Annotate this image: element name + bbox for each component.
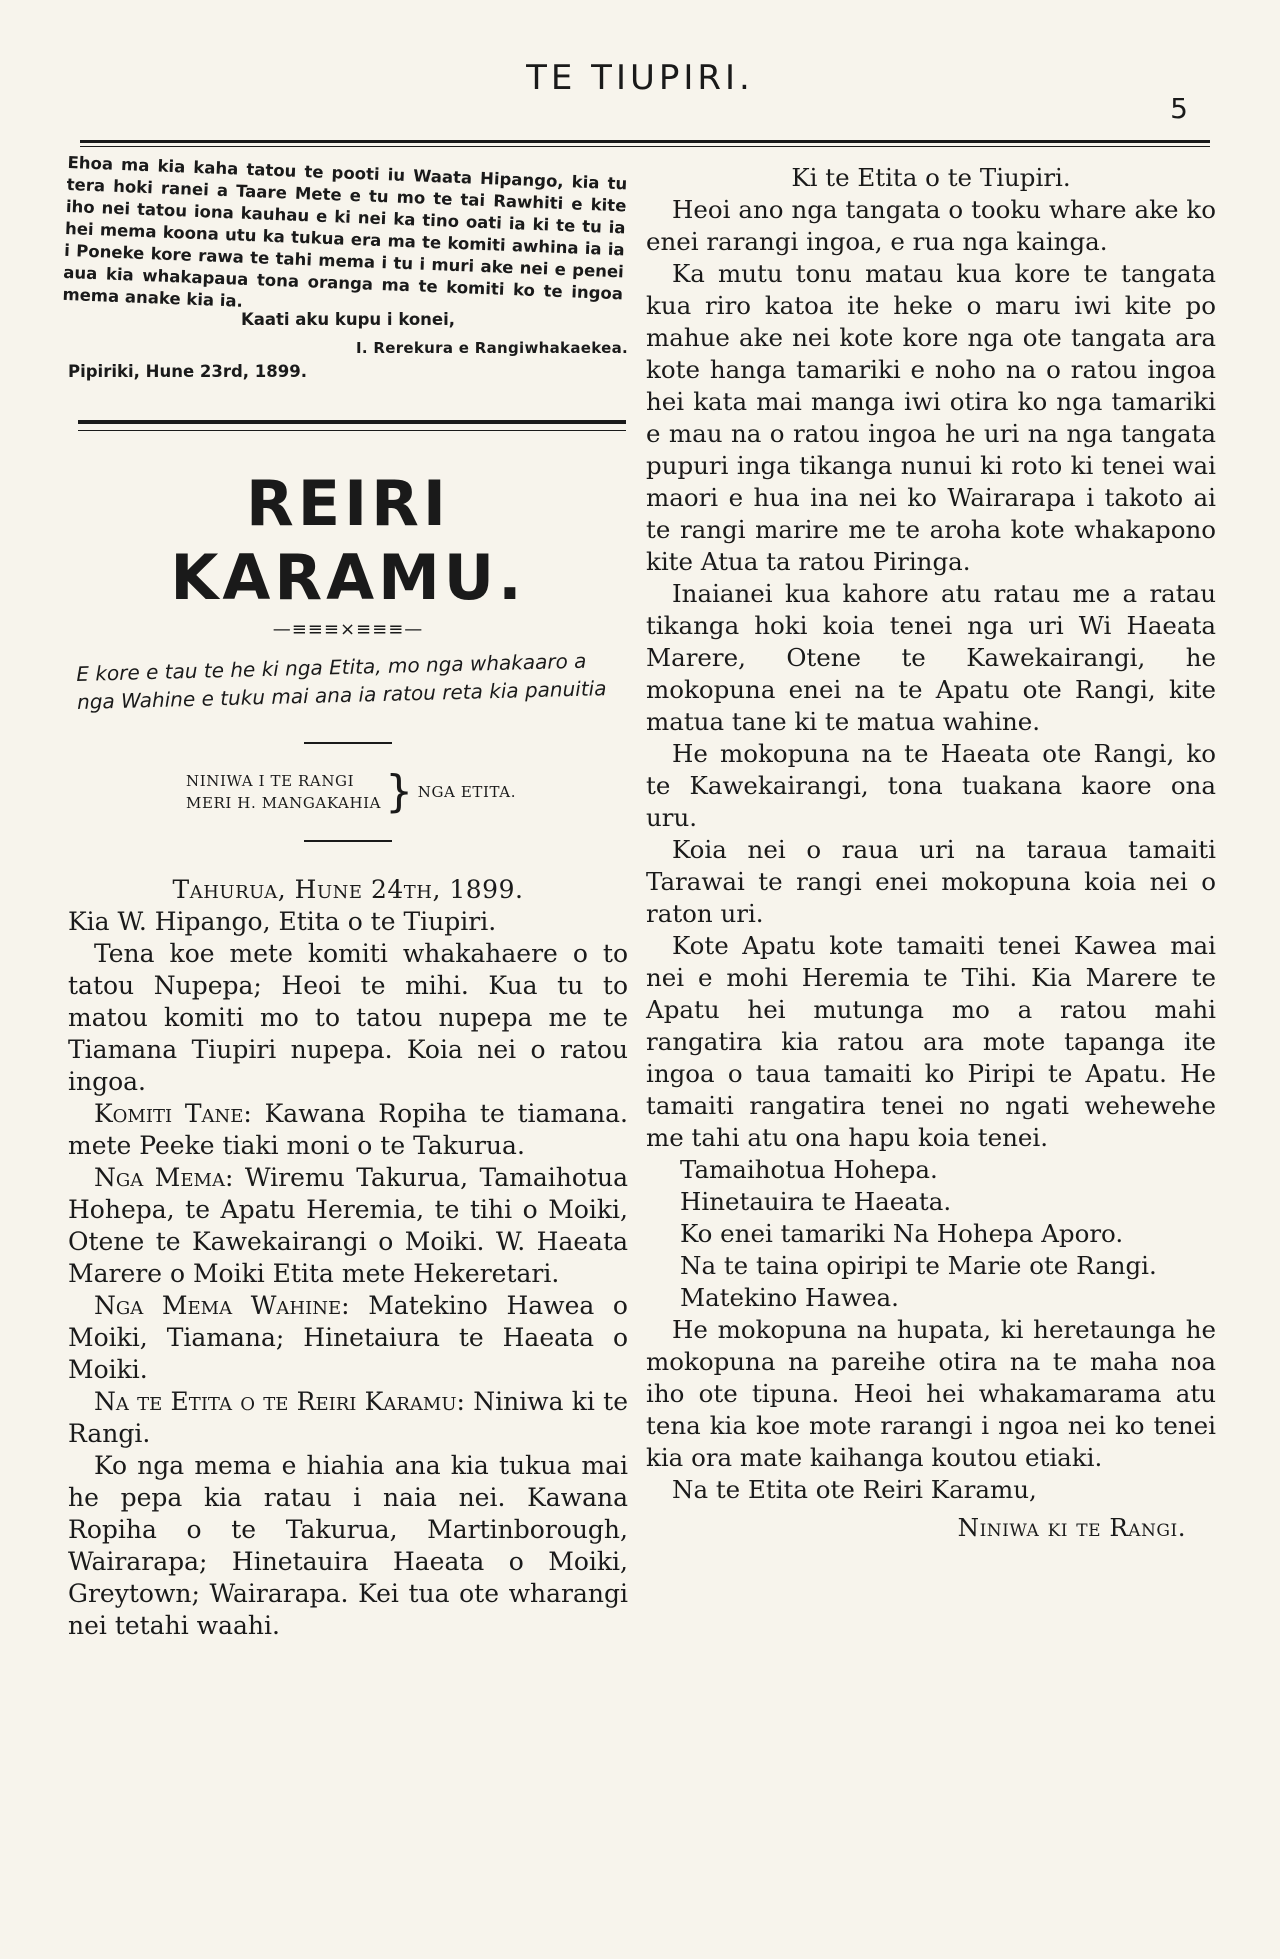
notice-body: Ehoa ma kia kaha tatou te pooti iu Waata Hipango, kia tu tera hoki ranei a Taare Mete e tu mo te tai Rawhiti e kite iho nei tatou iona kauhau e ki nei ka tino oati ia ki te tu ia hei mema koona utu ka tukua era ma te komiti awhina ia ia i Poneke kore rawa te tahi mema i tu i muri ake nei e penei aua kia whakapaua tona oranga ma te komiti ko te ingoa mema anake kia ia. <box>62 152 628 311</box>
left-column <box>62 152 628 1642</box>
editor-name: NINIWA I TE RANGI <box>186 772 355 790</box>
paragraph-text: Matekino Hawea o Moiki, Tiamana; Hinetaiura te Haeata o Moiki. <box>68 1291 628 1384</box>
letter-paragraph: He mokopuna na te Haeata ote Rangi, ko te Kawekairangi, tona tuakana kaore ona uru. <box>646 739 1216 832</box>
letter-paragraph: Inaianei kua kahore atu ratau me a ratau tikanga hoki koia tenei nga uri Wi Haeata Marere, Otene te Kawekairangi, he mokopuna enei na te Apatu ote Rangi, kite matua tane ki te matua wahine. <box>646 579 1216 736</box>
section-divider <box>78 420 626 431</box>
paragraph-label: Na te Etita o te Reiri Karamu: <box>94 1387 465 1416</box>
letter-salutation: Kia W. Hipango, Etita o te Tiupiri. <box>68 907 497 936</box>
letter-paragraph: Koia nei o raua uri na taraua tamaiti Tarawai te rangi enei mokopuna koia nei o raton uri. <box>646 835 1216 928</box>
list-item: Tamaihotua Hohepa. <box>680 1155 938 1184</box>
notice-article <box>62 152 628 384</box>
list-item: Na te taina opiripi te Marie ote Rangi. <box>680 1251 1157 1280</box>
short-divider <box>304 742 392 744</box>
editor-name: MERI H. MANGAKAHIA <box>186 794 382 812</box>
newspaper-title: TE TIUPIRI. <box>526 58 754 98</box>
letter-heading: Ki te Etita o te Tiupiri. <box>791 163 1071 192</box>
letter-paragraph: Tena koe mete komiti whakahaere o to tatou Nupepa; Heoi te mihi. Kua tu to matou komiti mo to tatou nupepa me te Tiamana Tiupiri nupepa. Koia nei o ratou ingoa. <box>68 939 628 1096</box>
header-rule <box>80 140 1210 147</box>
paragraph-label: Nga Mema: <box>94 1163 234 1192</box>
letter-signature: Niniwa ki te Rangi. <box>957 1513 1186 1542</box>
editorial-disclaimer: E kore e tau te he ki nga Etita, mo nga whakaaro a nga Wahine e tuku mai ana ia ratou reta kia panuitia <box>76 648 607 714</box>
masthead <box>80 58 1200 125</box>
letter-paragraph: He mokopuna na hupata, ki heretaunga he mokopuna na pareihe otira na te maha noa iho ote tipuna. Heoi hei whakamarama atu tena kia koe mote rarangi i ngoa nei ko tenei kia ora mate kaihanga koutou etiaki. <box>646 1315 1216 1472</box>
editors-role: NGA ETITA. <box>417 783 517 801</box>
ornament-divider: —≡≡≡×≡≡≡— <box>272 619 424 640</box>
letter-paragraph <box>68 1290 628 1386</box>
letter-paragraph: Heoi ano nga tangata o tooku whare ake ko enei rarangi ingoa, e rua nga kainga. <box>646 195 1216 256</box>
letter-closing: Na te Etita ote Reiri Karamu, <box>672 1475 1037 1504</box>
list-item: Matekino Hawea. <box>680 1283 899 1312</box>
paragraph-label: Komiti Tane: <box>94 1099 252 1128</box>
letter-paragraph: Ko nga mema e hiahia ana kia tukua mai he pepa kia ratau i naia nei. Kawana Ropiha o te Takurua, Martinborough, Wairarapa; Hinetauira Haeata o Moiki, Greytown; Wairarapa. Kei tua ote wharangi nei tetahi waahi. <box>68 1451 628 1640</box>
letter-paragraph: Ka mutu tonu matau kua kore te tangata kua riro katoa ite heke o maru iwi kite po mahue ake nei kote kore nga ote tangata ara kote hanga tamariki e noho na o ratou ingoa hei kata mai manga iwi otira ko nga tamariki e mau na o ratou ingoa he uri na nga tangata pupuri inga tikanga nunui ki roto ki tenei wai maori e hua ina nei ko Wairarapa i takoto ai te rangi marire me te aroha kote whakapono kite Atua ta ratou Piringa. <box>646 259 1216 576</box>
short-divider <box>304 840 392 842</box>
brace-icon: } <box>385 766 414 817</box>
paragraph-text: Niniwa ki te Rangi. <box>68 1387 628 1448</box>
paragraph-text: Kawana Ropiha te tiamana. mete Peeke tiaki moni o te Takurua. <box>68 1099 628 1160</box>
committee-letter <box>68 874 628 1642</box>
notice-place-date: Pipiriki, Hune 23rd, 1899. <box>68 362 308 381</box>
names-list <box>646 1154 1216 1314</box>
notice-closing: Kaati aku kupu i konei, <box>240 310 456 329</box>
letter-paragraph <box>68 1386 628 1450</box>
list-item: Ko enei tamariki Na Hohepa Aporo. <box>680 1219 1124 1248</box>
page-number: 5 <box>1170 92 1188 125</box>
letter-paragraph <box>68 1098 628 1162</box>
letter-paragraph <box>68 1162 628 1290</box>
section-banner: REIRI KARAMU. <box>170 467 526 614</box>
paragraph-text: Wiremu Takurua, Tamaihotua Hohepa, te Apatu Heremia, te tihi o Moiki, Otene te Kawekairangi o Moiki. W. Haeata Marere o Moiki Etita mete Hekeretari. <box>68 1163 628 1288</box>
paragraph-label: Nga Mema Wahine: <box>94 1291 350 1320</box>
editors-block <box>186 766 628 817</box>
list-item: Hinetauira te Haeata. <box>680 1187 952 1216</box>
right-column <box>646 162 1216 1544</box>
notice-signers: I. Rerekura e Rangiwhakaekea. <box>355 339 628 357</box>
letter-paragraph: Kote Apatu kote tamaiti tenei Kawea mai nei e mohi Heremia te Tihi. Kia Marere te Apatu hei mutunga mo a ratou mahi rangatira kia ratou ara mote tapanga ite ingoa o taua tamaiti ko Piripi te Apatu. He tamaiti rangatira tenei no ngati wehewehe me tahi atu ona hapu koia tenei. <box>646 931 1216 1152</box>
letter-date: Tahurua, Hune 24th, 1899. <box>172 875 524 904</box>
